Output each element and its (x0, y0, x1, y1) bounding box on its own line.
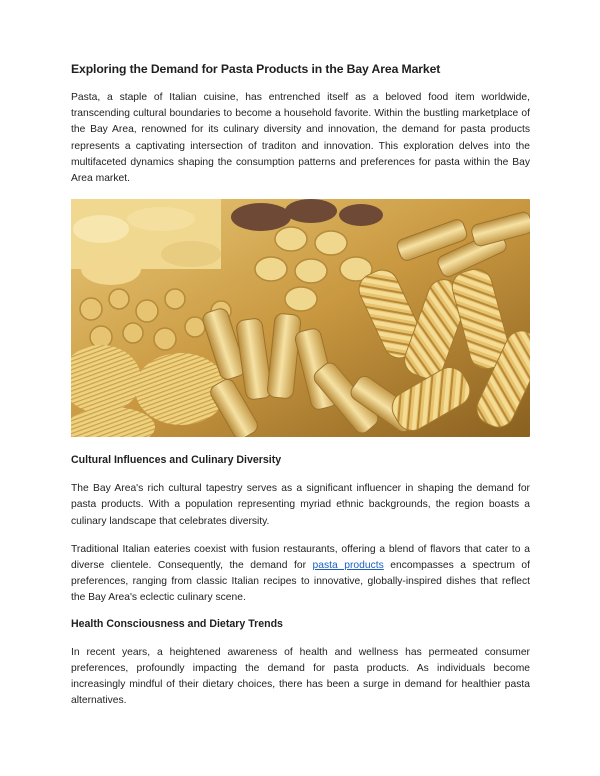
cultural-paragraph-2 (71, 542, 530, 607)
document-title: Exploring the Demand for Pasta Products in the Bay Area Market (71, 62, 441, 76)
cultural-paragraph-2-text-a: Traditional Italian eateries coexist with fusion restaurants, offering a blend of flavors that cater to a diverse clientele. Consequently, the demand for (71, 543, 530, 572)
section-heading-cultural: Cultural Influences and Culinary Diversity (71, 454, 282, 467)
pasta-photo (71, 199, 530, 437)
cultural-paragraph-1: The Bay Area's rich cultural tapestry serves as a significant influencer in shaping the demand for pasta products. With a population representing myriad ethnic backgrounds, the region boasts a culinary landscape that celebrates diversity. (71, 483, 530, 527)
section-heading-health: Health Consciousness and Dietary Trends (71, 617, 283, 630)
document-body (71, 62, 530, 721)
pasta-products-link[interactable]: pasta products (312, 560, 384, 572)
intro-paragraph: Pasta, a staple of Italian cuisine, has entrenched itself as a beloved food item worldwide, transcending cultural boundaries to become a household favorite. Within the bustling marketplace of the Bay Area, renowned for its culinary diversity and innovation, the demand for pasta products represents a captivating intersection of traditon and innovation. This exploration delves into the multifaceted dynamics shaping the consumption patterns and preferences for pasta within the Bay Area market. (71, 92, 530, 185)
cultural-paragraph-2-text-b: encompasses a spectrum of preferences, ranging from classic Italian recipes to innovative, globally-inspired dishes that reflect the Bay Area's eclectic culinary scene. (71, 560, 531, 604)
health-paragraph-1: In recent years, a heightened awareness of health and wellness has permeated consumer preferences, profoundly impacting the demand for pasta products. As individuals become increasingly mindful of their dietary choices, there has been a surge in demand for healthier pasta alternatives. (71, 646, 530, 707)
